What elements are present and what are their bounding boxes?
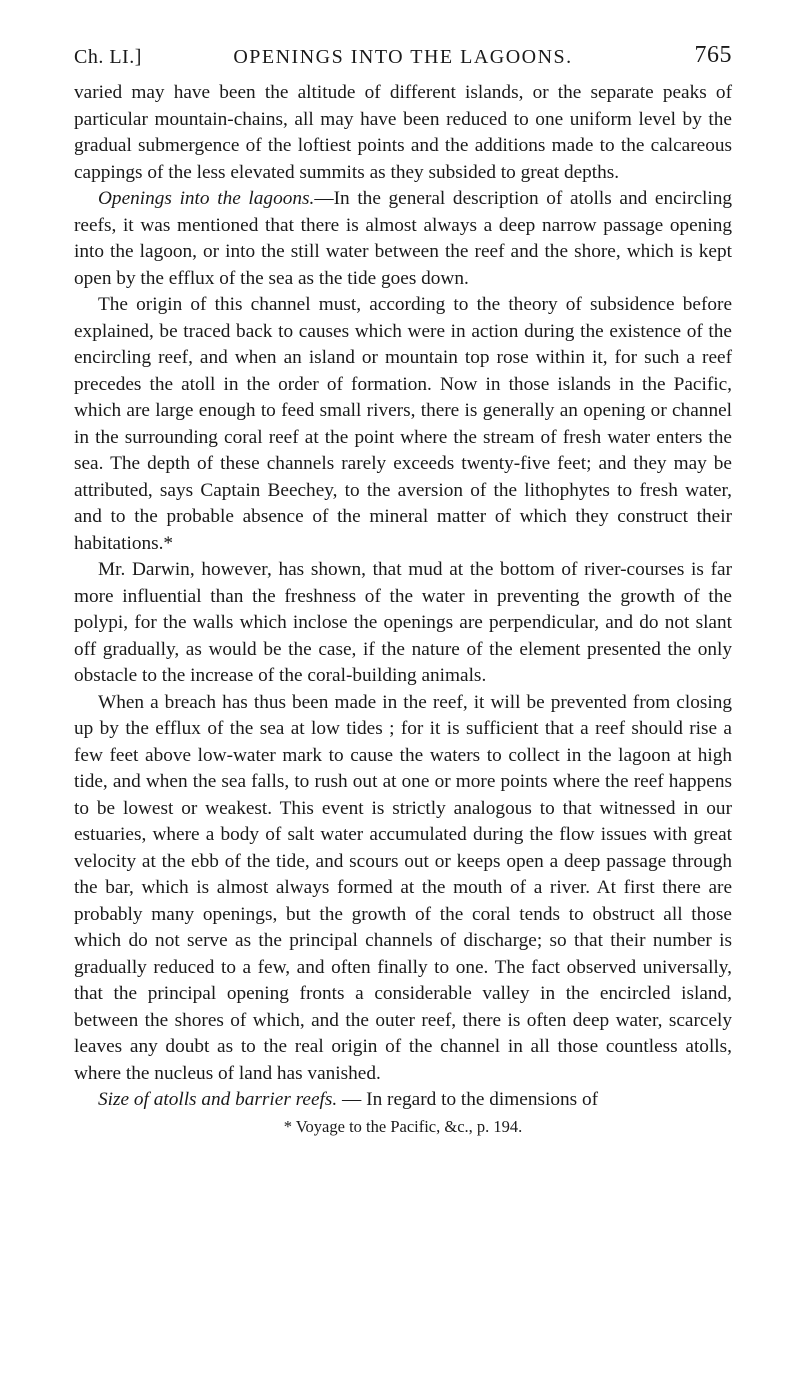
paragraph-5: When a breach has thus been made in the reef, it will be prevented from closing up by the efflux of the sea at low tides ; for it is sufficient that a reef should rise a few feet above low-water mark to cause the waters to collect in the lagoon at high tide, and when the sea falls, to rush out at one or more points where the reef happens to be lowest or weakest. This event is strictly analogous to that witnessed in our estuaries, where a body of salt water accumulated during the flow issues with great velocity at the ebb of the tide, and scours out or keeps open a deep passage through the bar, which is almost always formed at the mouth of a river. At first there are probably many openings, but the growth of the coral tends to obstruct all those which do not serve as the principal channels of discharge; so that their number is gradually reduced to a few, and often finally to one. The fact observed universally, that the principal opening fronts a considerable valley in the encircled island, between the shores of which, and the outer reef, there is often deep water, scarcely leaves any doubt as to the real origin of the channel in all those countless atolls, where the nucleus of land has vanished. — [74, 691, 732, 1084]
book-page — [74, 36, 732, 1138]
chapter-label: Ch. LI.] — [74, 46, 142, 68]
paragraph-6 — [74, 1087, 732, 1114]
paragraph-2-text: —In the general description of atolls and encircling reefs, it was mentioned that there is almost always a deep narrow passage opening into the lagoon, or into the still water between the reef and the shore, which is kept open by the efflux of the sea as the tide goes down. — [74, 188, 732, 289]
section-heading-openings: Openings into the lagoons. — [98, 188, 315, 209]
section-heading-size: Size of atolls and barrier reefs. — [98, 1089, 338, 1110]
running-title: OPENINGS INTO THE LAGOONS. — [233, 46, 573, 68]
paragraph-1: varied may have been the altitude of different islands, or the separate peaks of particular mountain-chains, all may have been reduced to one uniform level by the gradual submergence of the loftiest points and the additions made to the calcareous cappings of the less elevated summits as they subsided to great depths. — [74, 82, 732, 183]
paragraph-3: The origin of this channel must, according to the theory of subsidence before explained, be traced back to causes which were in action during the existence of the encircling reef, and when an island or mountain top rose within it, for such a reef precedes the atoll in the order of formation. Now in those islands in the Pacific, which are large enough to feed small rivers, there is generally an opening or channel in the surrounding coral reef at the point where the stream of fresh water enters the sea. The depth of these channels rarely exceeds twenty-five feet; and they may be attributed, says Captain Beechey, to the aversion of the lithophytes to fresh water, and to the probable absence of the mineral matter of which they construct their habitations.* — [74, 294, 732, 554]
footnote: * Voyage to the Pacific, &c., p. 194. — [283, 1116, 523, 1136]
running-header — [74, 36, 732, 76]
body-text — [74, 80, 732, 1114]
paragraph-4: Mr. Darwin, however, has shown, that mud at the bottom of river-courses is far more influential than the freshness of the water in preventing the growth of the polypi, for the walls which inclose the openings are perpendicular, and do not slant off gradually, as would be the case, if the nature of the element presented the only obstacle to the increase of the coral-building animals. — [74, 559, 732, 686]
page-number: 765 — [694, 42, 732, 68]
paragraph-2 — [74, 186, 732, 292]
paragraph-6-text: — In regard to the dimensions of — [337, 1089, 599, 1110]
